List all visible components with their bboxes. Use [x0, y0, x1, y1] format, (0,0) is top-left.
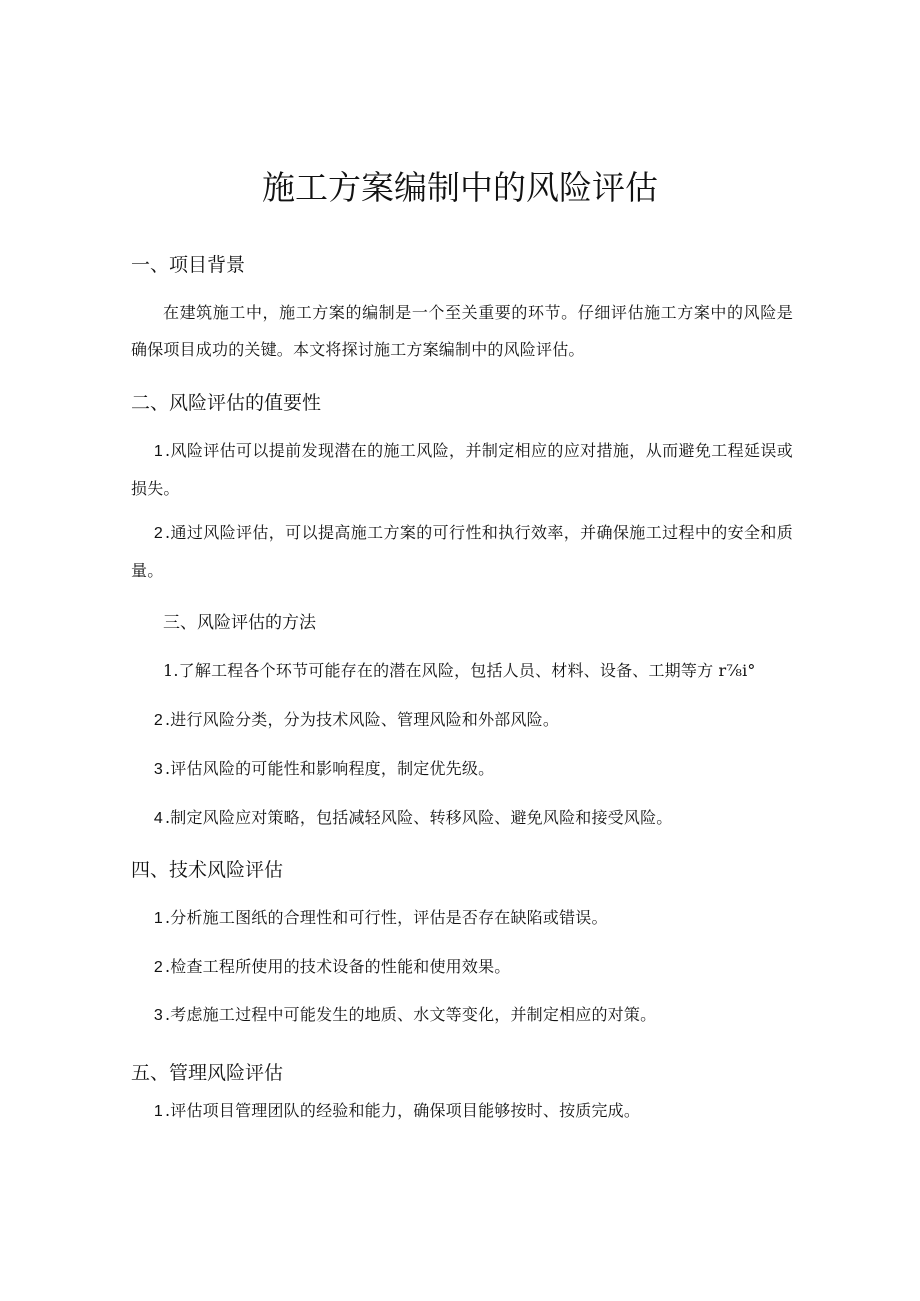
list-item [131, 899, 793, 937]
list-item [131, 432, 793, 507]
list-item-text: 了解工程各个环节可能存在的潜在风险，包括人员、材料、设备、工期等方 r⅞i° [178, 661, 756, 680]
list-item [131, 701, 793, 739]
list-item [131, 996, 793, 1034]
list-item-text: .评估项目管理团队的经验和能力，确保项目能够按时、按质完成。 [165, 1101, 641, 1120]
section-heading: 四、技术风险评估 [131, 859, 284, 881]
list-item [131, 1092, 793, 1130]
list-item [131, 799, 793, 837]
section-heading: 一、项目背景 [131, 254, 246, 276]
list-item-text: .通过风险评估，可以提高施工方案的可行性和执行效率，并确保施工过程中的安全和质量。 [131, 523, 793, 580]
list-item-text: .考虑施工过程中可能发生的地质、水文等变化，并制定相应的对策。 [165, 1005, 657, 1024]
list-item-text: .风险评估可以提前发现潜在的施工风险，并制定相应的应对措施，从而避免工程延误或损失。 [131, 441, 793, 498]
paragraph: 在建筑施工中，施工方案的编制是一个至关重要的环节。仔细评估施工方案中的风险是确保项目成功的关键。本文将探讨施工方案编制中的风险评估。 [131, 303, 793, 359]
section-heading: 五、管理风险评估 [131, 1062, 284, 1084]
list-item [163, 652, 825, 689]
list-item-number: 2 [153, 959, 163, 976]
list-item-text: .检查工程所使用的技术设备的性能和使用效果。 [165, 957, 511, 976]
list-item-text: .评估风险的可能性和影响程度，制定优先级。 [165, 759, 495, 778]
list-item [131, 514, 793, 589]
list-item-number: 1 [153, 1103, 163, 1120]
list-item-number: 1 [153, 443, 163, 460]
list-item-number: 4 [153, 810, 163, 827]
document-title: 施工方案编制中的风险评估 [262, 168, 658, 207]
list-item-text: .进行风险分类，分为技术风险、管理风险和外部风险。 [165, 710, 560, 729]
list-item-number: 1. [163, 661, 179, 680]
list-item-text: .制定风险应对策略，包括减轻风险、转移风险、避免风险和接受风险。 [165, 808, 673, 827]
section-heading: 二、风险评估的值要性 [131, 392, 322, 414]
list-item-text: .分析施工图纸的合理性和可行性，评估是否存在缺陷或错误。 [165, 908, 608, 927]
list-item [131, 948, 793, 986]
list-item-number: 2 [153, 712, 163, 729]
list-item-number: 1 [153, 910, 163, 927]
list-item-number: 2 [153, 525, 163, 542]
list-item [131, 750, 793, 788]
section-heading: 三、风险评估的方法 [163, 613, 316, 633]
list-item-number: 3 [153, 761, 163, 778]
list-item-number: 3 [153, 1007, 163, 1024]
